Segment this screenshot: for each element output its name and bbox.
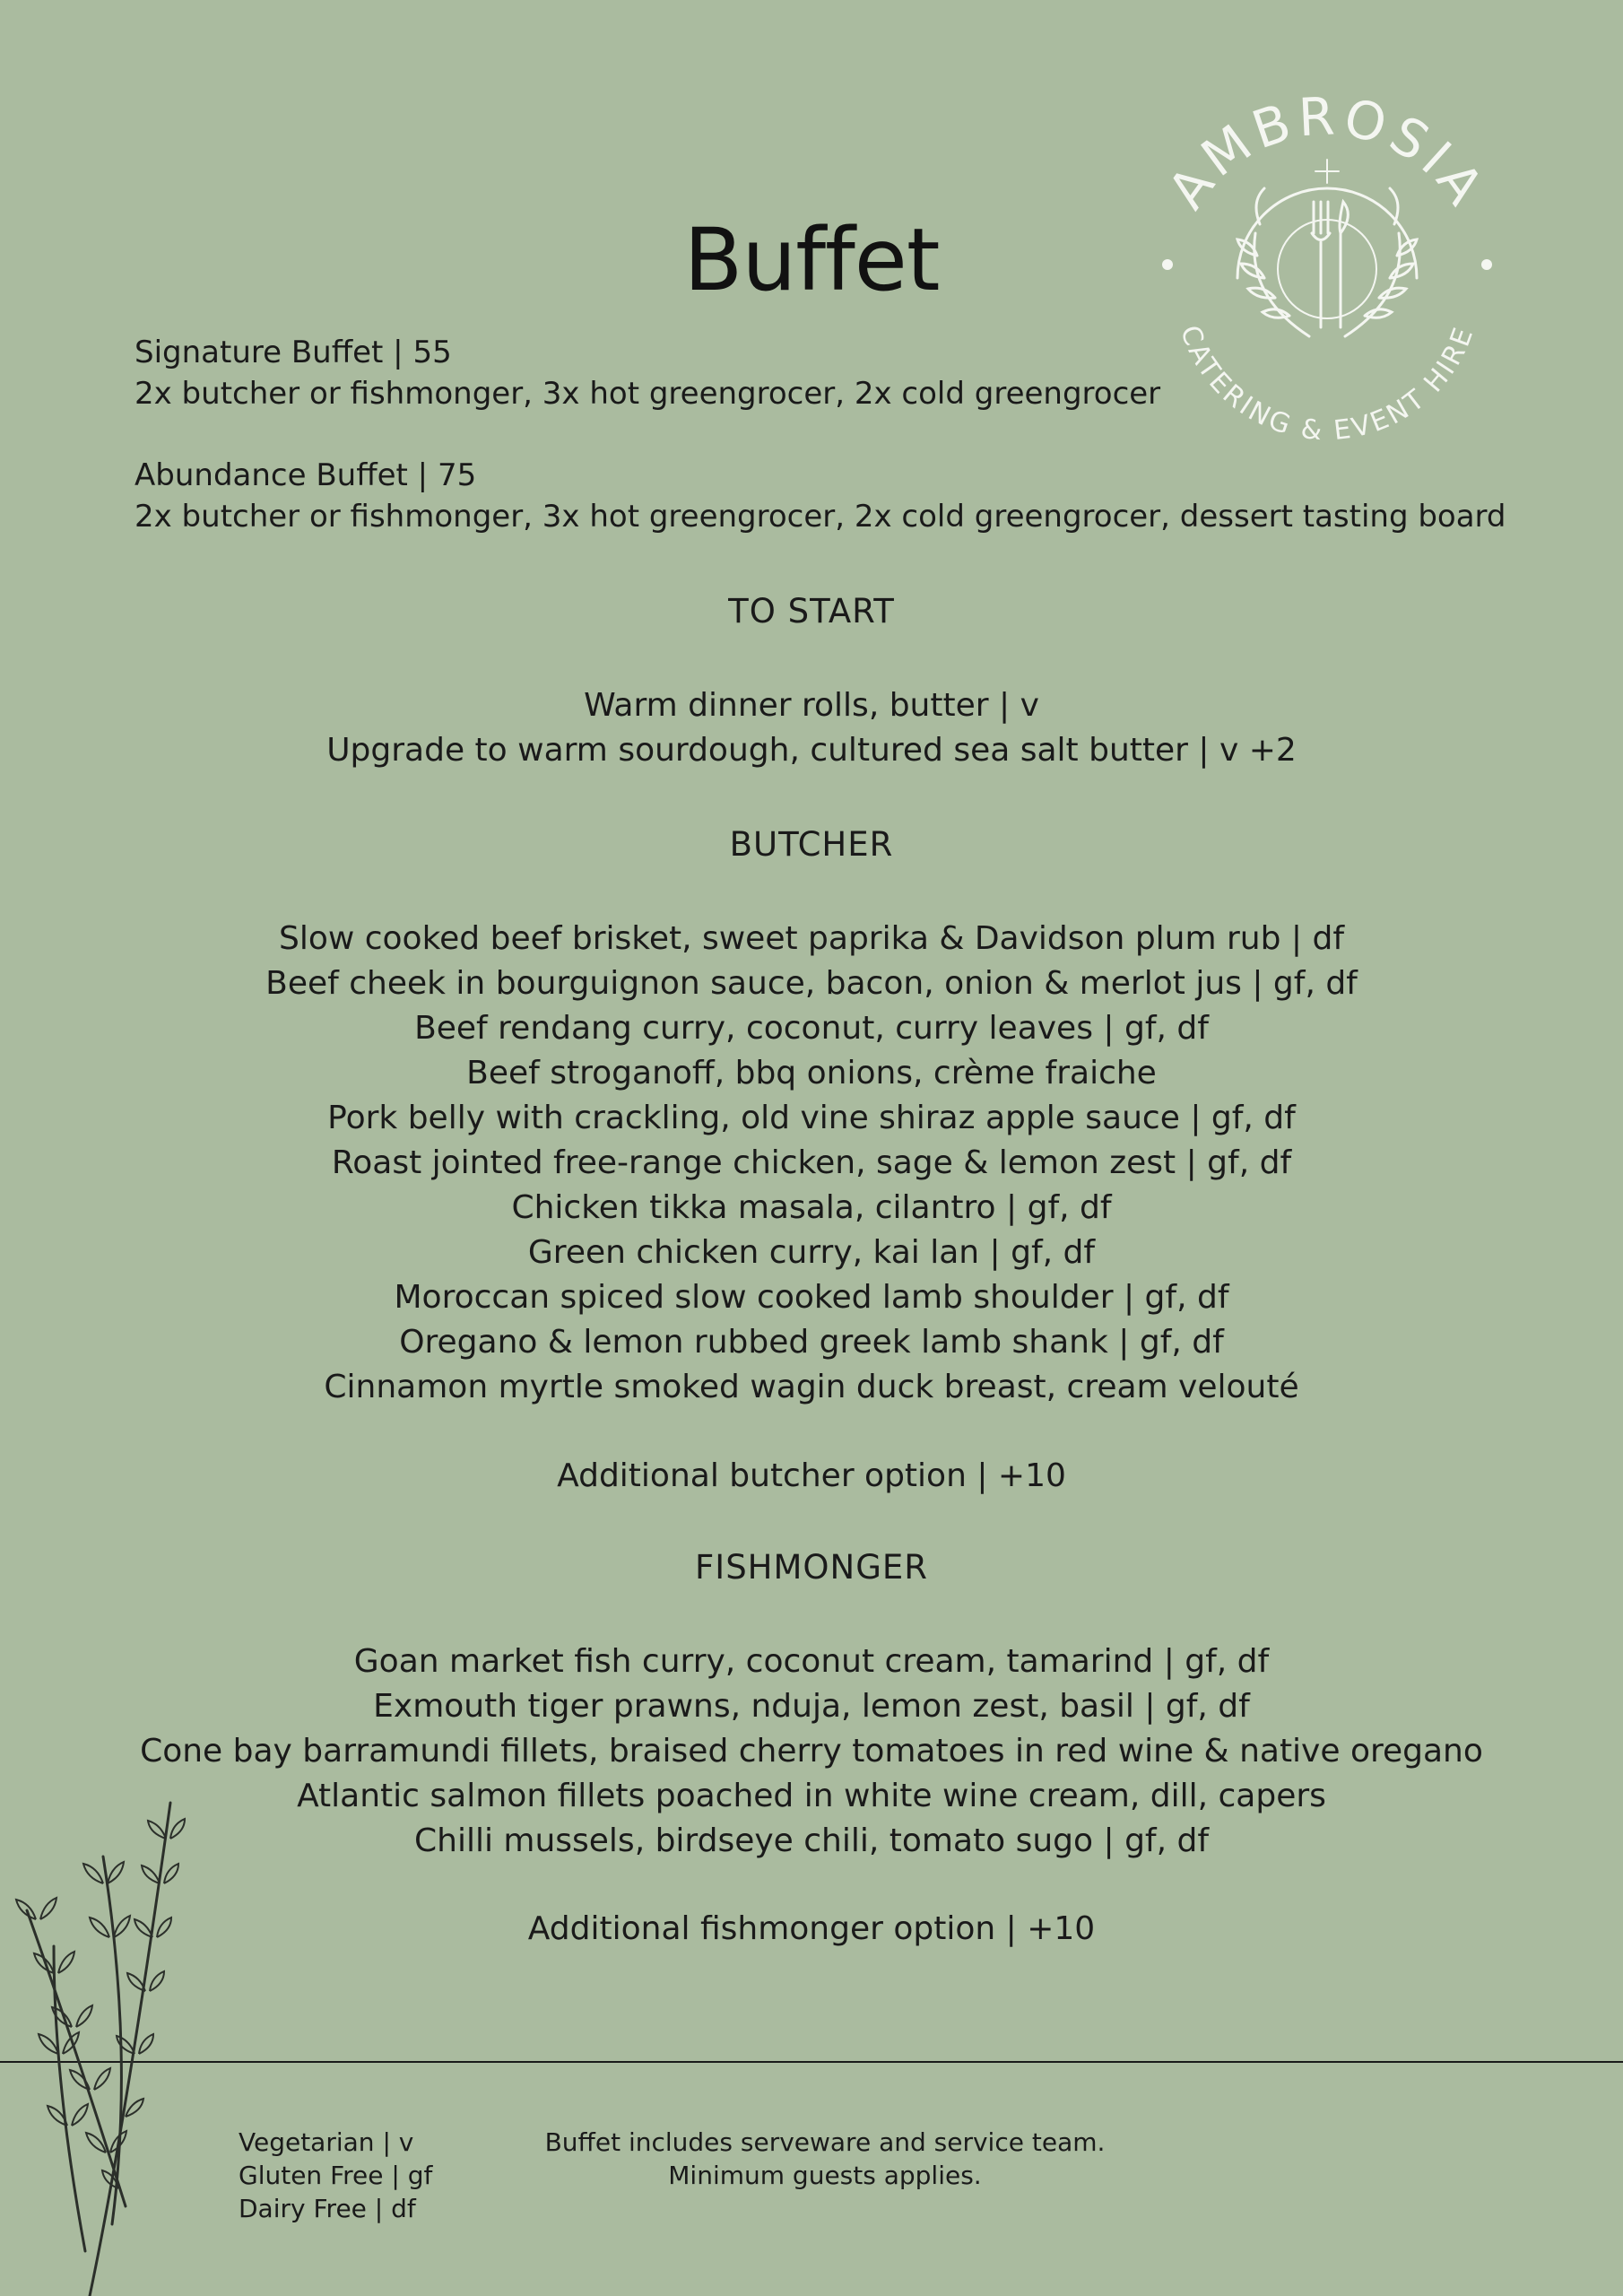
- package-name: Abundance Buffet | 75: [135, 457, 477, 493]
- menu-item: Chicken tikka masala, cilantro | gf, df: [511, 1189, 1112, 1226]
- menu-item: Exmouth tiger prawns, nduja, lemon zest, basil | gf, df: [373, 1688, 1250, 1725]
- section-title-fishmonger: FISHMONGER: [695, 1548, 928, 1587]
- fishmonger-additional-option: Additional fishmonger option | +10: [527, 1910, 1096, 1947]
- menu-item: Goan market fish curry, coconut cream, tamarind | gf, df: [353, 1643, 1270, 1680]
- logo-name: AMBROSIA: [1156, 90, 1498, 220]
- butcher-items: [0, 917, 1623, 1410]
- package-description: 2x butcher or fishmonger, 3x hot greengrocer, 2x cold greengrocer, dessert tasting board: [135, 499, 1506, 535]
- section-title-butcher: BUTCHER: [729, 825, 894, 864]
- menu-item: Upgrade to warm sourdough, cultured sea salt butter | v +2: [326, 732, 1297, 769]
- menu-item: Slow cooked beef brisket, sweet paprika & Davidson plum rub | df: [278, 920, 1345, 957]
- package-abundance: [135, 455, 1515, 537]
- menu-item: Beef rendang curry, coconut, curry leaves | gf, df: [414, 1010, 1209, 1047]
- menu-item: Cone bay barramundi fillets, braised cherry tomatoes in red wine & native oregano: [140, 1733, 1483, 1770]
- menu-item: Warm dinner rolls, butter | v: [584, 687, 1039, 724]
- butcher-additional-option: Additional butcher option | +10: [557, 1457, 1066, 1494]
- fishmonger-items: [0, 1639, 1623, 1864]
- menu-item: Beef stroganoff, bbq onions, crème fraiche: [466, 1055, 1157, 1091]
- menu-item: Oregano & lemon rubbed greek lamb shank | gf, df: [399, 1324, 1224, 1361]
- section-title-to-start: TO START: [728, 592, 895, 631]
- menu-item: Beef cheek in bourguignon sauce, bacon, onion & merlot jus | gf, df: [265, 965, 1358, 1002]
- page-title: Buffet: [683, 210, 940, 311]
- menu-item: Cinnamon myrtle smoked wagin duck breast, cream velouté: [324, 1369, 1299, 1405]
- menu-item: Atlantic salmon fillets poached in white wine cream, dill, capers: [297, 1778, 1326, 1814]
- legend-gluten-free: Gluten Free | gf: [239, 2161, 433, 2190]
- package-description: 2x butcher or fishmonger, 3x hot greengrocer, 2x cold greengrocer: [135, 376, 1161, 412]
- footer-note-line: Buffet includes serveware and service team.: [544, 2127, 1106, 2157]
- package-signature: [135, 332, 1515, 414]
- footer-note: [502, 2126, 1148, 2192]
- menu-item: Moroccan spiced slow cooked lamb shoulder | gf, df: [394, 1279, 1229, 1316]
- menu-item: Green chicken curry, kai lan | gf, df: [527, 1234, 1096, 1271]
- package-name: Signature Buffet | 55: [135, 335, 452, 370]
- legend-dairy-free: Dairy Free | df: [239, 2194, 416, 2223]
- dietary-legend: [239, 2126, 432, 2225]
- herb-sprig-illustration: [0, 1785, 215, 2296]
- menu-item: Pork belly with crackling, old vine shiraz apple sauce | gf, df: [327, 1100, 1296, 1136]
- to-start-items: [0, 683, 1623, 773]
- logo-tagline: CATERING & EVENT HIRE: [1173, 321, 1481, 448]
- buffet-packages: [135, 332, 1515, 578]
- footer-divider: [0, 2061, 1623, 2063]
- legend-vegetarian: Vegetarian | v: [239, 2127, 414, 2157]
- menu-item: Roast jointed free-range chicken, sage & lemon zest | gf, df: [331, 1144, 1292, 1181]
- footer-note-line: Minimum guests applies.: [668, 2161, 982, 2190]
- menu-item: Chilli mussels, birdseye chili, tomato sugo | gf, df: [413, 1822, 1210, 1859]
- svg-text:AMBROSIA: [1156, 90, 1498, 220]
